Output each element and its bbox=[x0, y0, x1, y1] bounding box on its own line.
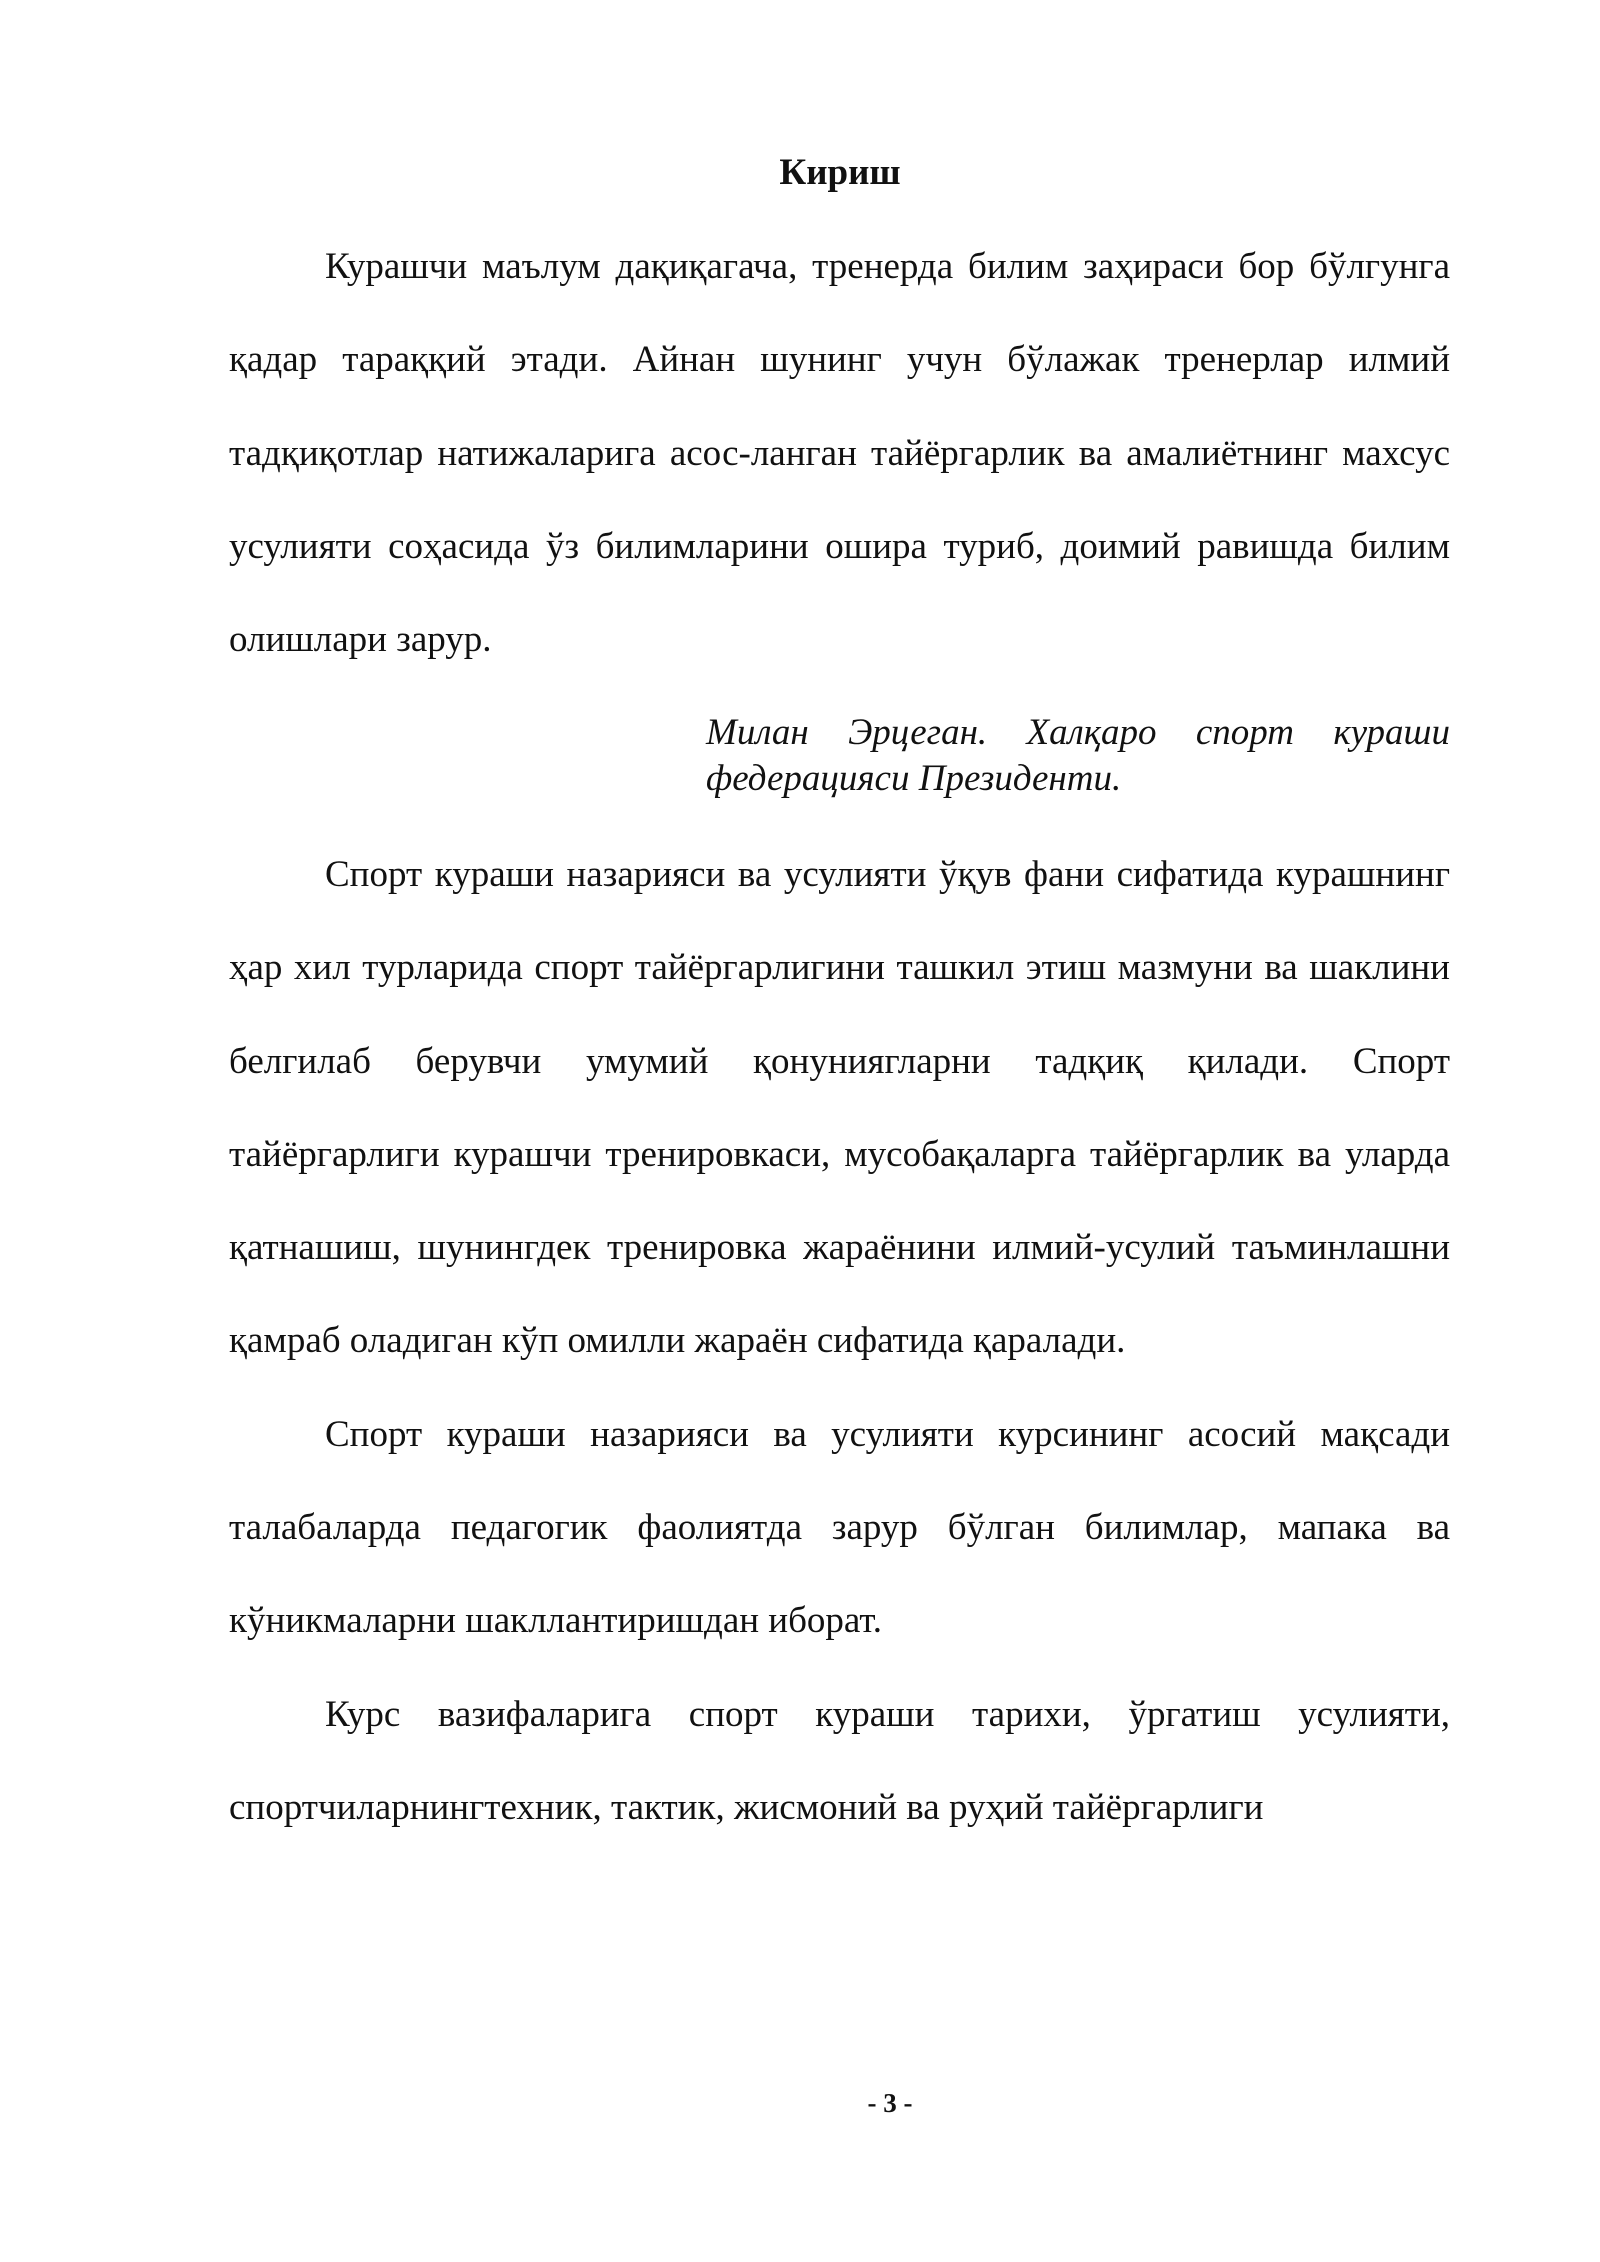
page-number: - 3 - bbox=[867, 2088, 913, 2118]
epigraph: Милан Эрцеган. Халқаро спорт кураши федерацияси Президенти. bbox=[706, 712, 1450, 799]
heading-container bbox=[0, 150, 1600, 196]
body-block bbox=[229, 828, 1450, 1854]
body-paragraph-2: Спорт кураши назарияси ва усулияти курсининг асосий мақсади талабаларда педагогик фаолиятда зарур бўлган билимлар, мапака ва кўникмаларни шакллантиришдан иборат. bbox=[229, 1413, 1450, 1642]
intro-paragraph: Курашчи маълум дақиқагача, тренерда билим заҳираси бор бўлгунга қадар тараққий этади. Айнан шунинг учун бўлажак тренерлар илмий тадқиқотлар натижаларига асос-ланган тайёргарлик ва амалиётнинг махсус усулияти соҳасида ўз билимларини ошира туриб, доимий равишда билим олишлари зарур. bbox=[229, 246, 1450, 661]
body-paragraph-3: Курс вазифаларига спорт кураши тарихи, ўргатиш усулияти, спортчиларнингтехник, тактик, жисмоний ва руҳий тайёргарлиги bbox=[229, 1693, 1450, 1828]
page-heading: Кириш bbox=[779, 152, 901, 193]
intro-block bbox=[229, 220, 1450, 686]
body-paragraph-1: Спорт кураши назарияси ва усулияти ўқув фани сифатида курашнинг ҳар хил турларида спорт тайёргарлигини ташкил этиш мазмуни ва шаклини белгилаб берувчи умумий қонуниягларни тадқиқ қилади. Спорт тайёргарлиги курашчи тренировкаси, мусобақаларга тайёргарлик ва уларда қатнашиш, шунингдек тренировка жараёнини илмий-усулий таъминлашни қамраб оладиган кўп омилли жараён сифатида қаралади. bbox=[229, 854, 1450, 1362]
